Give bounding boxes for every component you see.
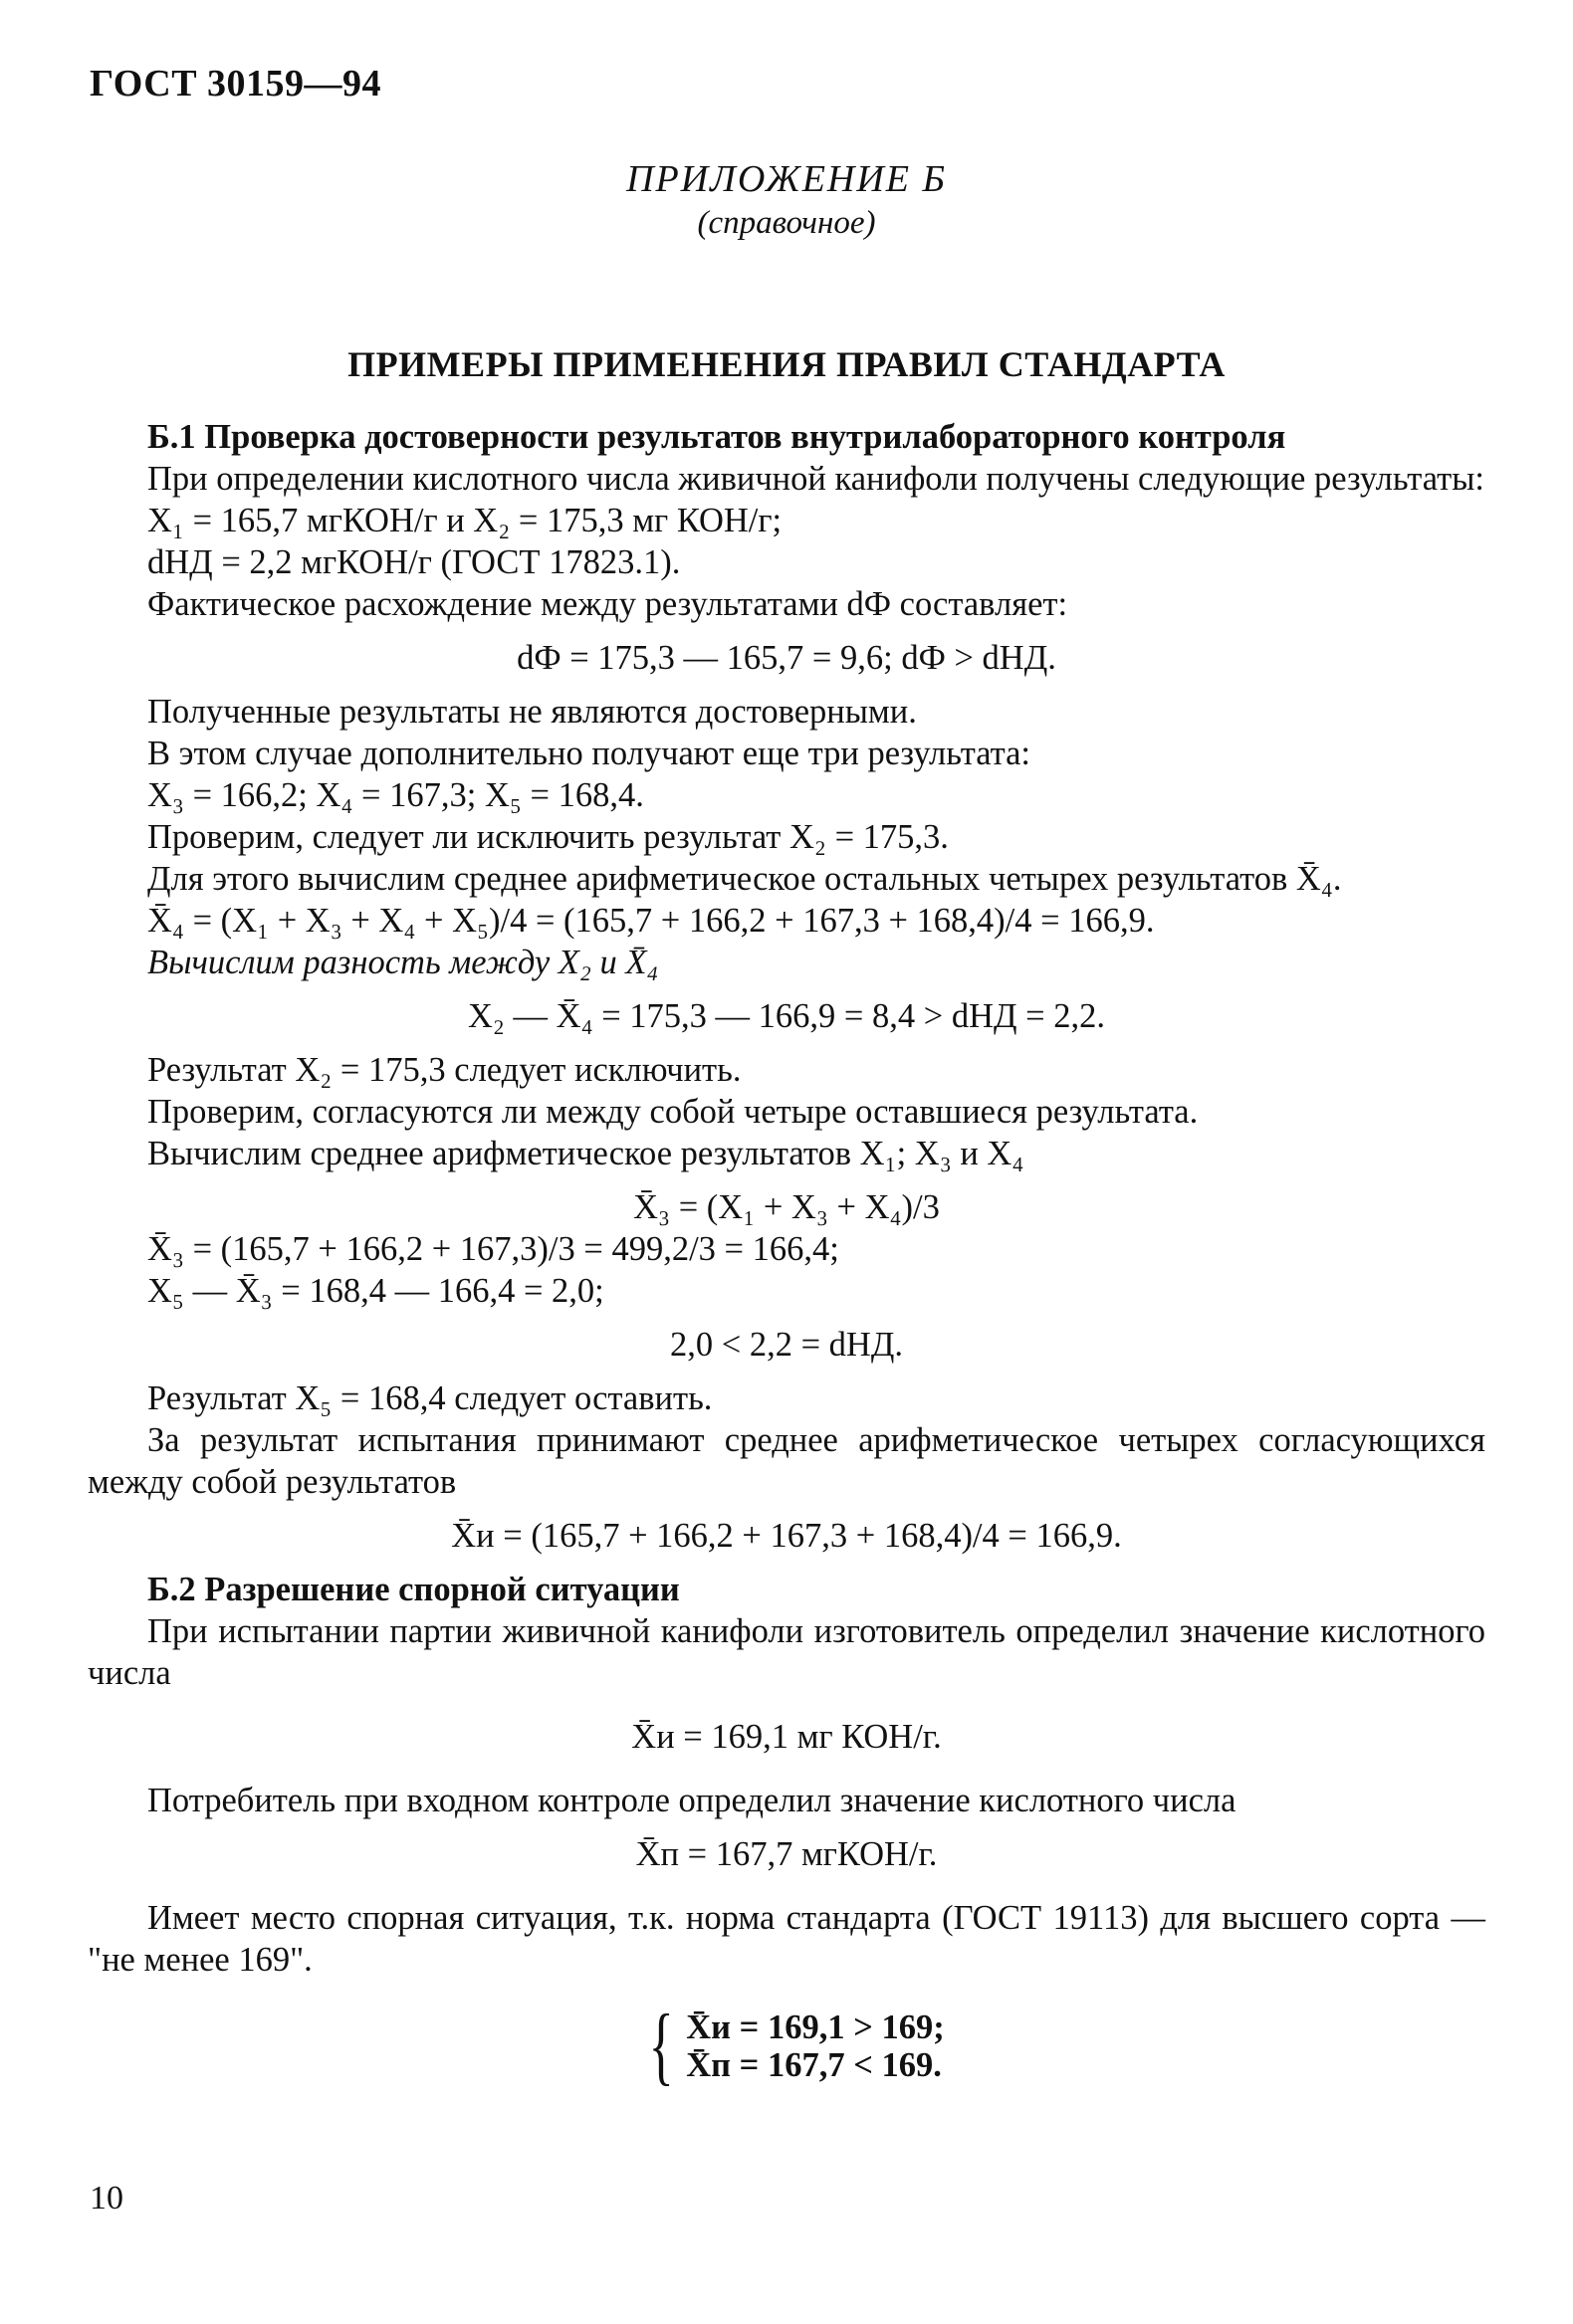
- paragraph-intro: При определении кислотного числа живичной канифоли получены следующие результаты:: [147, 460, 1485, 498]
- dnd-line: dНД = 2,2 мгКОН/г (ГОСТ 17823.1).: [147, 543, 681, 581]
- formula-mean3-def: X̄₃ = (X₁ + X₃ + X₄)/3: [633, 1188, 940, 1226]
- exclude-result-text: Результат X₂ = 175,3 следует исключить.: [147, 1051, 742, 1089]
- not-reliable-text: Полученные результаты не являются достоверными.: [147, 693, 917, 731]
- dispute-text: Имеет место спорная ситуация, т.к. норма стандарта (ГОСТ 19113) для высшего сорта — "не менее 169".: [88, 1899, 1485, 1979]
- compute-mean-text: Для этого вычислим среднее арифметическое остальных четырех результатов X̄₄.: [147, 860, 1342, 898]
- system-line-2: X̄п = 167,7 < 169.: [686, 2046, 942, 2084]
- check-exclude-text: Проверим, следует ли исключить результат X₂ = 175,3.: [147, 818, 949, 856]
- results-line: X₁ = 165,7 мгКОН/г и X₂ = 175,3 мг КОН/г;: [147, 502, 783, 539]
- appendix-label: ПРИЛОЖЕНИЕ Б: [626, 158, 947, 200]
- document-body: [88, 416, 1485, 2094]
- formula-consumer: X̄п = 167,7 мгКОН/г.: [635, 1835, 938, 1873]
- appendix-note: (справочное): [697, 205, 876, 241]
- brace-icon: {: [648, 1998, 674, 2094]
- diff-text: Фактическое расхождение между результатами dФ составляет:: [147, 585, 1068, 623]
- formula-final: X̄и = (165,7 + 166,2 + 167,3 + 168,4)/4 = 166,9.: [451, 1517, 1122, 1555]
- formula-maker: X̄и = 169,1 мг КОН/г.: [631, 1718, 942, 1756]
- additional-text: В этом случае дополнительно получают еще три результата:: [147, 735, 1031, 772]
- doc-number: ГОСТ 30159—94: [90, 63, 382, 105]
- compute-mean3-text: Вычислим среднее арифметическое результатов X₁; X₃ и X₄: [147, 1135, 1024, 1172]
- check-agree-text: Проверим, согласуются ли между собой четыре оставшиеся результата.: [147, 1093, 1199, 1131]
- formula-compare: 2,0 < 2,2 = dНД.: [670, 1326, 903, 1364]
- formula-mean4: X̄₄ = (X₁ + X₃ + X₄ + X₅)/4 = (165,7 + 166,2 + 167,3 + 168,4)/4 = 166,9.: [147, 902, 1155, 940]
- page-number: 10: [90, 2180, 123, 2217]
- formula-diff2: X₂ — X̄₄ = 175,3 — 166,9 = 8,4 > dНД = 2,2.: [467, 997, 1106, 1035]
- section-heading-b2: Б.2 Разрешение спорной ситуации: [147, 1571, 680, 1608]
- system-line-1: X̄и = 169,1 > 169;: [686, 2008, 945, 2046]
- consumer-text: Потребитель при входном контроле определил значение кислотного числа: [147, 1782, 1236, 1819]
- maker-text: При испытании партии живичной канифоли изготовитель определил значение кислотного числа: [88, 1612, 1485, 1692]
- page-title: ПРИМЕРЫ ПРИМЕНЕНИЯ ПРАВИЛ СТАНДАРТА: [347, 344, 1226, 384]
- extra-results-line: X₃ = 166,2; X₄ = 167,3; X₅ = 168,4.: [147, 776, 644, 814]
- section-heading-b1: Б.1 Проверка достоверности результатов внутрилабораторного контроля: [147, 418, 1286, 456]
- diff-heading: Вычислим разность между X₂ и X̄₄: [147, 944, 659, 981]
- system-lines: [686, 2008, 944, 2084]
- formula-mean3-value: X̄₃ = (165,7 + 166,2 + 167,3)/3 = 499,2/3 = 166,4;: [147, 1230, 839, 1268]
- final-text: За результат испытания принимают среднее арифметическое четырех согласующихся между собой результатов: [88, 1421, 1485, 1501]
- equation-system: [640, 1998, 1485, 2094]
- keep-result-text: Результат X₅ = 168,4 следует оставить.: [147, 1379, 713, 1417]
- formula-diff3: X₅ — X̄₃ = 168,4 — 166,4 = 2,0;: [147, 1272, 604, 1310]
- formula-diff: dФ = 175,3 — 165,7 = 9,6; dФ > dНД.: [517, 639, 1056, 677]
